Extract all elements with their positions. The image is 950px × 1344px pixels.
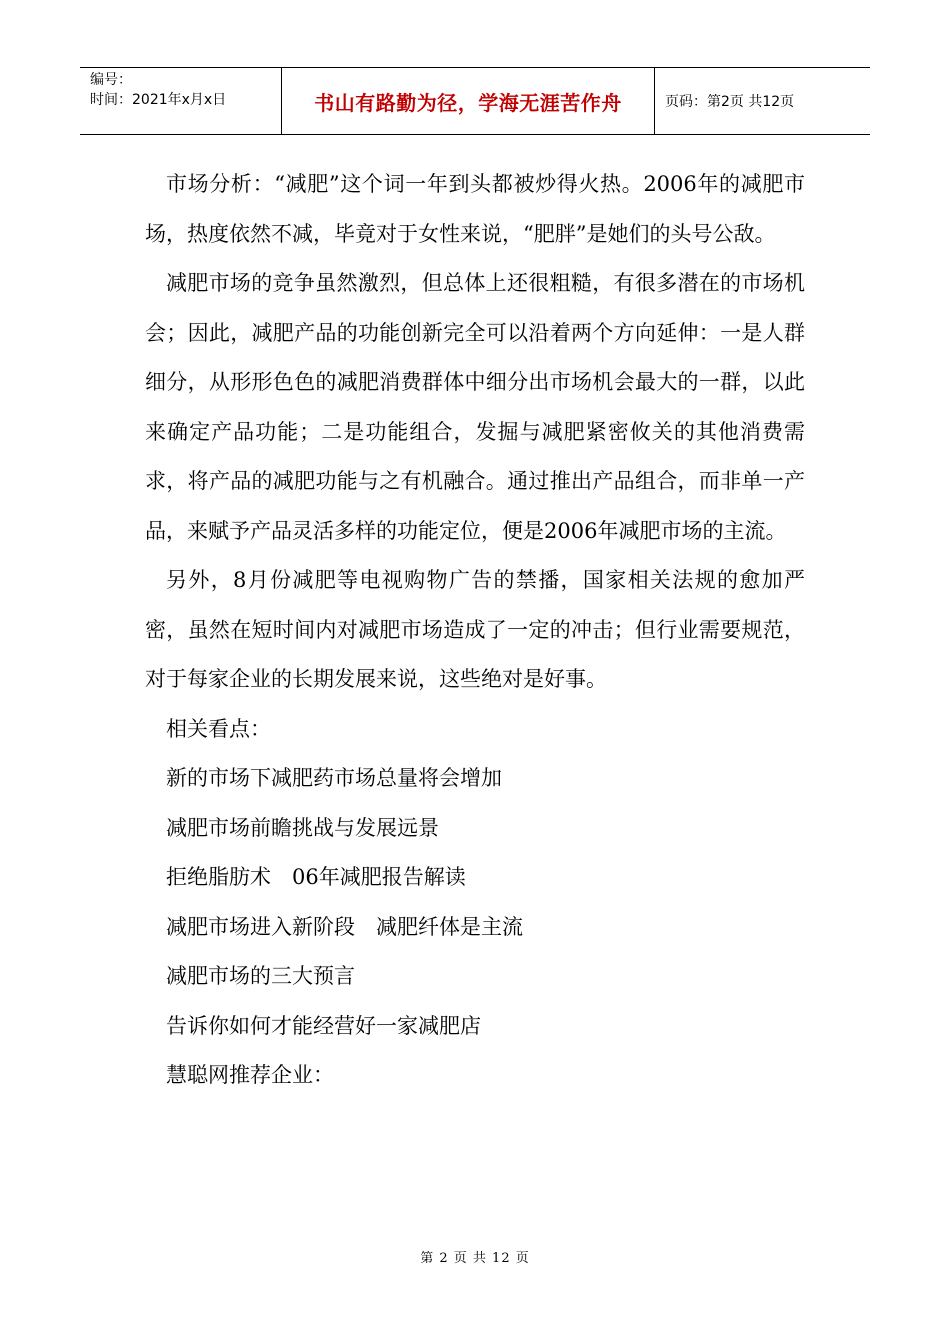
paragraph-regulation: 另外，8月份减肥等电视购物广告的禁播，国家相关法规的愈加严密，虽然在短时间内对减肥市场造成了一定的冲击；但行业需要规范，对于每家企业的长期发展来说，这些绝对是好事。 [145,568,805,691]
document-header [80,67,870,135]
header-page-info: 页码：第2页 共12页 [665,94,795,110]
related-item: 拒绝脂肪术 06年减肥报告解读 [166,865,466,889]
header-motto: 书山有路勤为径，学海无涯苦作舟 [314,90,622,115]
related-heading: 相关看点： [166,716,271,741]
document-time-label: 时间：2021年x月x日 [90,92,227,108]
header-page-info-cell [655,68,870,134]
related-item: 减肥市场前瞻挑战与发展远景 [166,815,439,840]
related-item: 减肥市场进入新阶段 减肥纤体是主流 [166,914,523,939]
header-meta [80,68,281,134]
header-motto-cell [281,68,655,134]
related-item: 新的市场下减肥药市场总量将会增加 [166,766,502,790]
paragraph-competition: 减肥市场的竞争虽然激烈，但总体上还很粗糙，有很多潜在的市场机会；因此，减肥产品的功能创新完全可以沿着两个方向延伸：一是人群细分，从形形色色的减肥消费群体中细分出市场机会最大的一群，以此来确定产品功能；二是功能组合，发掘与减肥紧密攸关的其他消费需求，将产品的减肥功能与之有机融合。通过推出产品组合，而非单一产品，来赋予产品灵活多样的功能定位，便是2006年减肥市场的主流。 [145,271,805,543]
recommend-heading: 慧聪网推荐企业： [166,1063,334,1087]
related-item: 减肥市场的三大预言 [166,964,355,988]
paragraph-market-analysis: 市场分析：“减肥”这个词一年到头都被炒得火热。2006年的减肥市场，热度依然不减，毕竟对于女性来说，“肥胖”是她们的头号公敌。 [145,172,805,246]
document-number-label: 编号： [90,72,132,88]
page-footer: 第 2 页 共 12 页 [420,1251,530,1266]
document-body [145,160,805,1101]
related-item: 告诉你如何才能经营好一家减肥店 [166,1013,481,1038]
